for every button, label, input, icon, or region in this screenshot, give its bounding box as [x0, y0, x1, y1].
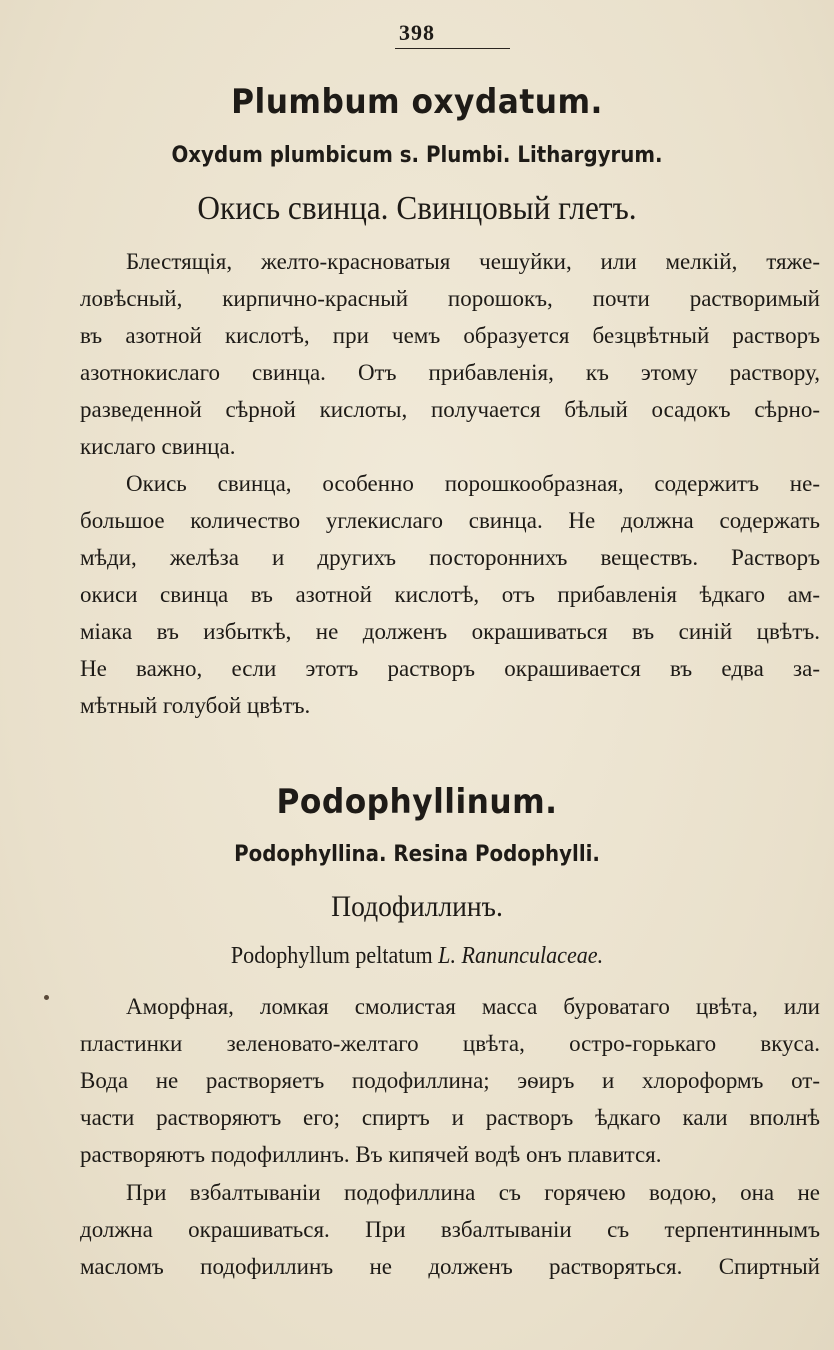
text-line: Аморфная, ломкая смолистая масса буроватаго цвѣта, или — [126, 994, 820, 1019]
text-line: мѣтный голубой цвѣтъ. — [80, 693, 311, 718]
entry-russian-title: Окись свинца. Свинцовый глетъ. — [197, 190, 637, 227]
text-line: въ азотной кислотѣ, при чемъ образуется безцвѣтный растворъ — [80, 323, 820, 348]
text-line: Вода не растворяетъ подофиллина; эѳиръ и хлороформъ от- — [80, 1068, 820, 1093]
entry-paragraph — [80, 1174, 820, 1285]
entry-russian-title: Подофиллинъ. — [331, 890, 503, 923]
text-line: кислаго свинца. — [80, 434, 236, 459]
text-line: разведенной сѣрной кислоты, получается бѣлый осадокъ сѣрно- — [80, 397, 820, 422]
text-line: части растворяютъ его; спиртъ и растворъ ѣдкаго кали вполнѣ — [80, 1105, 820, 1130]
text-line: пластинки зеленовато-желтаго цвѣта, остро-горькаго вкуса. — [80, 1031, 820, 1056]
text-line: міака въ избыткѣ, не долженъ окрашиваться въ синій цвѣтъ. — [80, 619, 820, 644]
plant-origin — [33, 943, 800, 970]
plant-family: Ranunculaceae. — [461, 943, 604, 969]
text-line: масломъ подофиллинъ не долженъ растворяться. Спиртный — [80, 1254, 820, 1279]
ink-speck — [44, 995, 49, 1000]
text-line: азотнокислаго свинца. Отъ прибавленія, къ этому раствору, — [80, 360, 820, 385]
text-line: должна окрашиваться. При взбалтываніи съ терпентиннымъ — [80, 1217, 820, 1242]
text-line: большое количество углекислаго свинца. Не должна содержать — [80, 508, 820, 533]
text-line: При взбалтываніи подофиллина съ горячею водою, она не — [126, 1180, 820, 1205]
entry-latin-title: Plumbum oxydatum. — [231, 82, 603, 122]
plant-author: L. — [438, 943, 456, 969]
entry-paragraph — [80, 465, 820, 724]
text-line: мѣди, желѣза и другихъ постороннихъ веществъ. Растворъ — [80, 545, 820, 570]
text-line: Окись свинца, особенно порошкообразная, содержитъ не- — [126, 471, 820, 496]
entry-paragraph — [80, 243, 820, 465]
text-line: окиси свинца въ азотной кислотѣ, отъ прибавленія ѣдкаго ам- — [80, 582, 820, 607]
text-line: Не важно, если этотъ растворъ окрашивается въ едва за- — [80, 656, 820, 681]
entry-latin-synonyms: Podophyllina. Resina Podophylli. — [234, 842, 600, 867]
page-number: 398 — [399, 20, 435, 45]
entry-latin-title: Podophyllinum. — [276, 782, 558, 822]
text-line: Блестящія, желто-красноватыя чешуйки, или мелкій, тяже- — [126, 249, 820, 274]
plant-name: Podophyllum peltatum — [230, 943, 433, 969]
entry-paragraph — [80, 988, 820, 1173]
entry-latin-synonyms: Oxydum plumbicum s. Plumbi. Lithargyrum. — [171, 143, 663, 168]
text-line: растворяютъ подофиллинъ. Въ кипячей водѣ онъ плавится. — [80, 1142, 662, 1167]
header-rule — [395, 48, 510, 49]
text-line: ловѣсный, кирпично-красный порошокъ, почти растворимый — [80, 286, 820, 311]
